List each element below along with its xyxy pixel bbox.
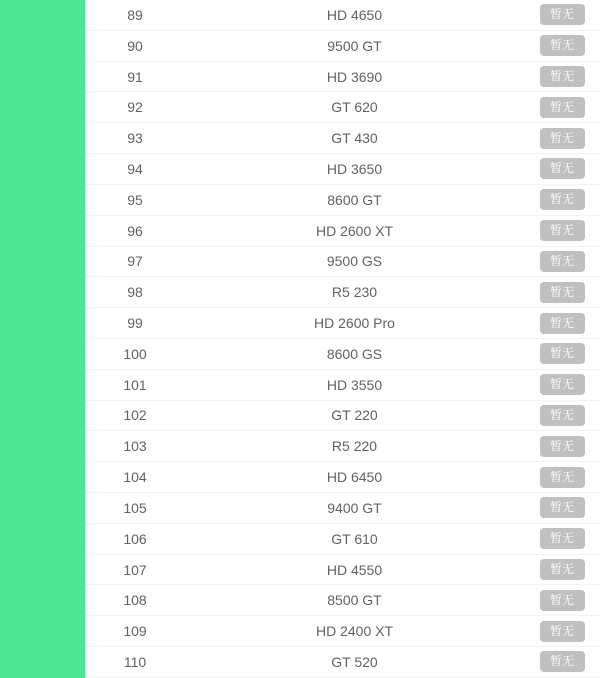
status-button[interactable]: 暂无 (540, 436, 585, 457)
status-button[interactable]: 暂无 (540, 590, 585, 611)
action-cell (524, 313, 600, 334)
table-row (85, 62, 600, 93)
rank-cell: 103 (123, 438, 147, 455)
table-row (85, 616, 600, 647)
action-cell (524, 528, 600, 549)
status-button[interactable]: 暂无 (540, 405, 585, 426)
status-button[interactable]: 暂无 (540, 467, 585, 488)
table-row (85, 92, 600, 123)
rank-cell: 98 (127, 284, 143, 301)
rank-cell: 102 (123, 407, 147, 424)
status-button[interactable]: 暂无 (540, 343, 585, 364)
rank-cell: 89 (127, 6, 143, 23)
table-row (85, 277, 600, 308)
gpu-name-cell: HD 3690 (326, 68, 383, 85)
rank-cell: 94 (127, 160, 143, 177)
table-row (85, 185, 600, 216)
status-button[interactable]: 暂无 (540, 282, 585, 303)
status-button[interactable]: 暂无 (540, 66, 585, 87)
rank-cell: 96 (127, 222, 143, 239)
table-row (85, 555, 600, 586)
table-row (85, 647, 600, 678)
table-row (85, 339, 600, 370)
action-cell (524, 97, 600, 118)
gpu-name-cell: HD 6450 (326, 469, 383, 486)
action-cell (524, 220, 600, 241)
action-cell (524, 189, 600, 210)
status-button[interactable]: 暂无 (540, 559, 585, 580)
rank-cell: 95 (127, 191, 143, 208)
action-cell (524, 343, 600, 364)
rank-cell: 99 (127, 315, 143, 332)
status-button[interactable]: 暂无 (540, 621, 585, 642)
gpu-name-cell: 9500 GT (327, 37, 382, 54)
rank-cell: 91 (127, 68, 143, 85)
table-row (85, 216, 600, 247)
table-row (85, 308, 600, 339)
status-button[interactable]: 暂无 (540, 528, 585, 549)
gpu-name-cell: 8500 GT (327, 592, 382, 609)
green-sidebar-panel (0, 0, 85, 678)
table-row (85, 370, 600, 401)
gpu-name-cell: HD 3550 (326, 376, 383, 393)
action-cell (524, 559, 600, 580)
status-button[interactable]: 暂无 (540, 251, 585, 272)
status-button[interactable]: 暂无 (540, 97, 585, 118)
gpu-name-cell: HD 2400 XT (315, 623, 394, 640)
action-cell (524, 590, 600, 611)
table-row (85, 247, 600, 278)
gpu-name-cell: HD 2600 Pro (314, 315, 395, 332)
rank-cell: 97 (127, 253, 143, 270)
action-cell (524, 374, 600, 395)
rank-cell: 104 (123, 469, 147, 486)
gpu-name-cell: HD 4650 (326, 6, 383, 23)
table-row (85, 462, 600, 493)
gpu-name-cell: HD 4550 (326, 561, 383, 578)
rank-cell: 107 (123, 561, 147, 578)
status-button[interactable]: 暂无 (540, 374, 585, 395)
rank-cell: 105 (123, 499, 147, 516)
gpu-name-cell: 9500 GS (326, 253, 383, 270)
status-button[interactable]: 暂无 (540, 189, 585, 210)
gpu-name-cell: R5 220 (331, 438, 378, 455)
action-cell (524, 436, 600, 457)
table-row (85, 154, 600, 185)
status-button[interactable]: 暂无 (540, 128, 585, 149)
gpu-name-cell: GT 220 (331, 407, 378, 424)
action-cell (524, 651, 600, 672)
table-row (85, 431, 600, 462)
rank-cell: 90 (127, 37, 143, 54)
table-row (85, 524, 600, 555)
gpu-name-cell: 8600 GS (326, 345, 383, 362)
gpu-name-cell: GT 620 (331, 99, 378, 116)
table-row (85, 31, 600, 62)
table-row (85, 0, 600, 31)
action-cell (524, 467, 600, 488)
status-button[interactable]: 暂无 (540, 4, 585, 25)
gpu-name-cell: GT 610 (331, 530, 378, 547)
rank-cell: 110 (123, 653, 147, 670)
status-button[interactable]: 暂无 (540, 497, 585, 518)
status-button[interactable]: 暂无 (540, 35, 585, 56)
gpu-name-cell: HD 3650 (326, 160, 383, 177)
action-cell (524, 497, 600, 518)
gpu-ranking-table (85, 0, 600, 678)
action-cell (524, 282, 600, 303)
rank-cell: 101 (123, 376, 147, 393)
rank-cell: 93 (127, 130, 143, 147)
gpu-name-cell: R5 230 (331, 284, 378, 301)
action-cell (524, 621, 600, 642)
action-cell (524, 251, 600, 272)
table-row (85, 493, 600, 524)
rank-cell: 100 (123, 345, 147, 362)
table-row (85, 401, 600, 432)
gpu-name-cell: GT 520 (331, 653, 378, 670)
gpu-name-cell: 9400 GT (327, 499, 382, 516)
action-cell (524, 128, 600, 149)
gpu-name-cell: 8600 GT (327, 191, 382, 208)
gpu-name-cell: GT 430 (331, 130, 378, 147)
status-button[interactable]: 暂无 (540, 158, 585, 179)
table-row (85, 123, 600, 154)
action-cell (524, 66, 600, 87)
rank-cell: 92 (127, 99, 143, 116)
status-button[interactable]: 暂无 (540, 220, 585, 241)
action-cell (524, 158, 600, 179)
action-cell (524, 35, 600, 56)
status-button[interactable]: 暂无 (540, 651, 585, 672)
table-row (85, 585, 600, 616)
rank-cell: 109 (123, 623, 147, 640)
action-cell (524, 405, 600, 426)
status-button[interactable]: 暂无 (540, 313, 585, 334)
rank-cell: 108 (123, 592, 147, 609)
rank-cell: 106 (123, 530, 147, 547)
gpu-name-cell: HD 2600 XT (315, 222, 394, 239)
action-cell (524, 4, 600, 25)
